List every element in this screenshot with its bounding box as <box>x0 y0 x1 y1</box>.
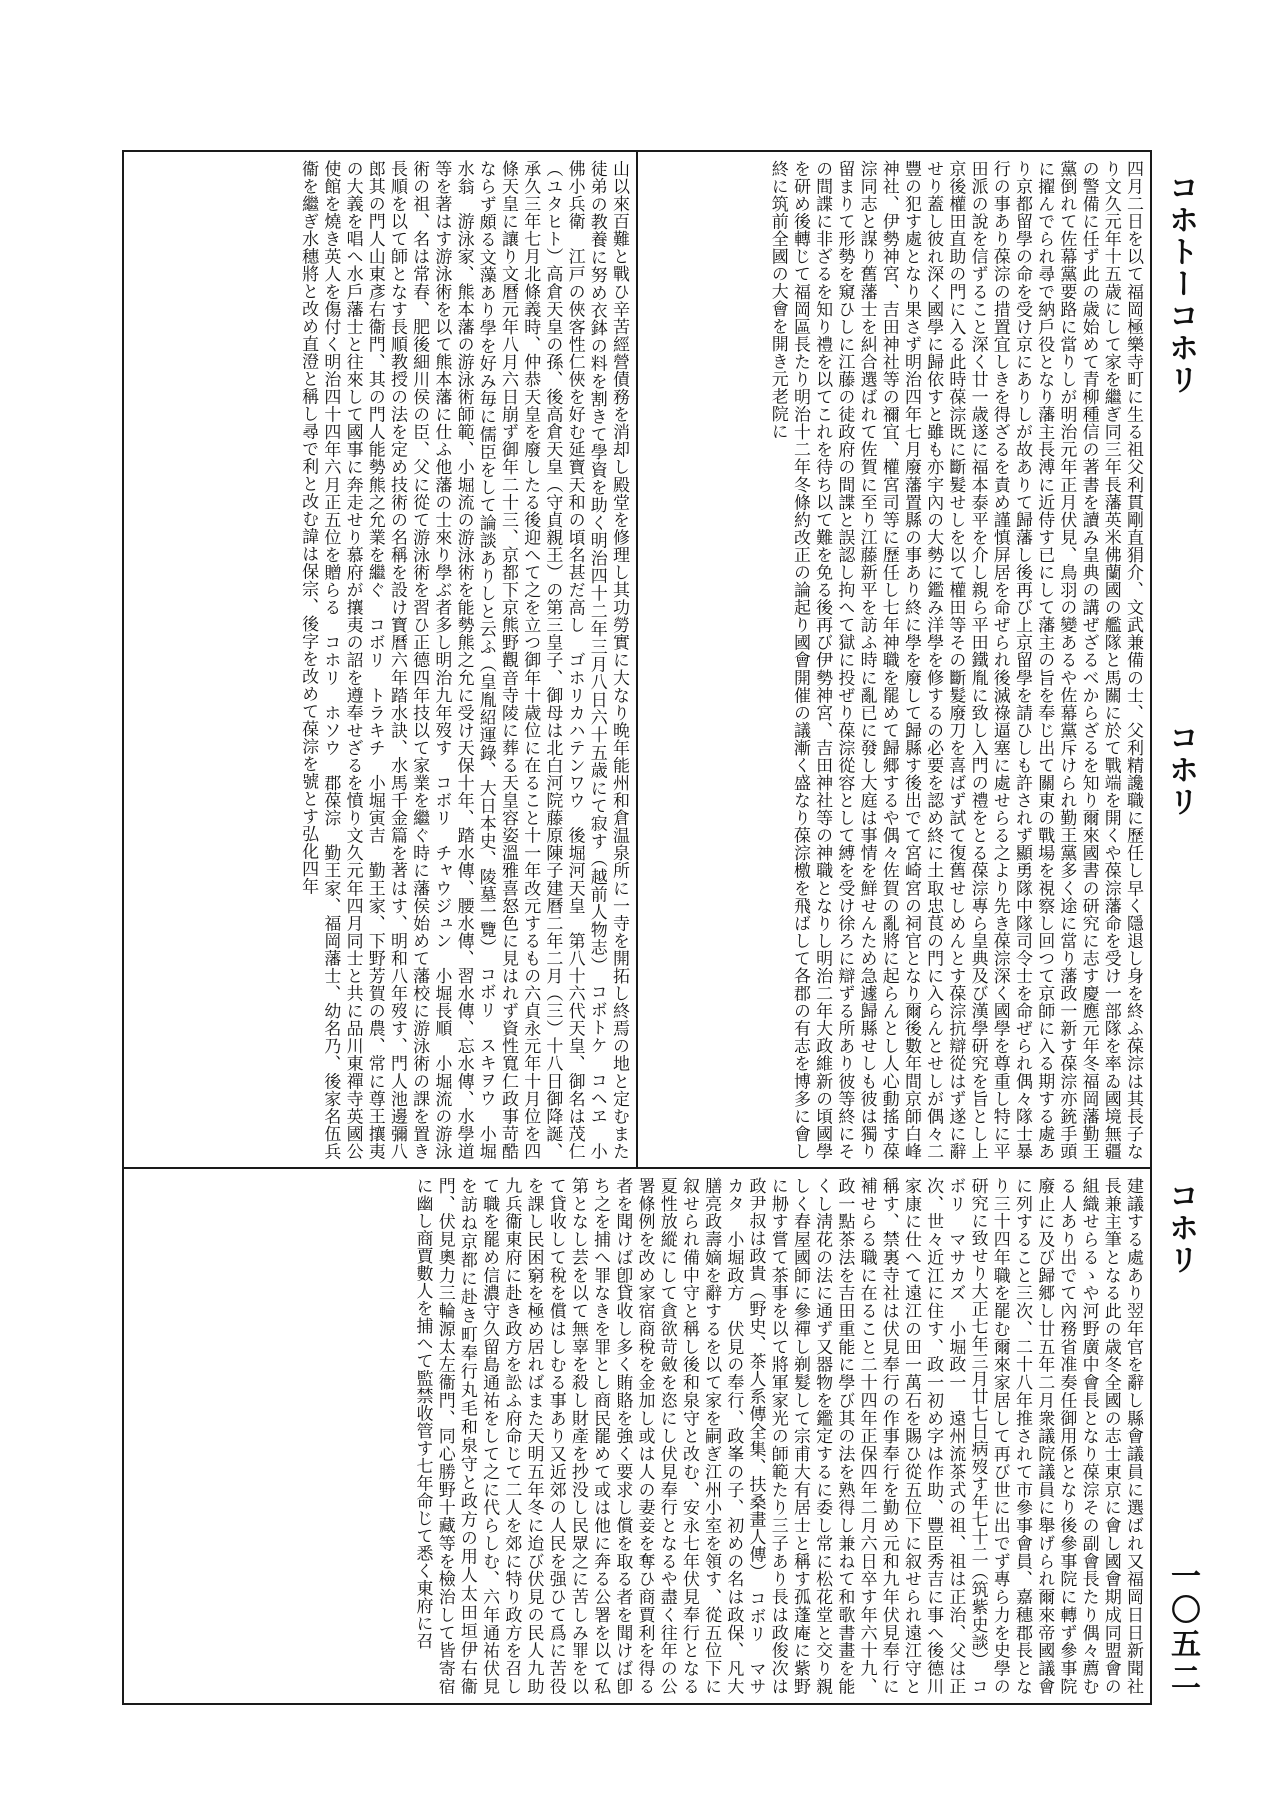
lower-text-block: 建議する處あり翌年官を辭し縣會議員に選ばれ又福岡日日新聞社長兼主筆となる此の歳冬全國の志士東京に會し國會期成同盟會の組織せらるゝや河野廣中會長となり葆淙その副會長たり偶々薦むる人あり出でて內務省准奏任御用係となり後參事院に轉ず參事院廢止に及び歸郷し廿五年二月衆議院議員に舉げられ爾來帝國議會に列すること三次、二十八年推されて市參事會員、嘉穗郡長となり三十四年職を罷む爾來家居して再び世に出でず專ら力を史學の研究に致せり大正七年三月廿七日病歿す年七十二（筑紫史談） コボリ マサカズ 小堀政一 遠州流茶式の祖、祖は正治、父は正次、世々近江に住す、政一初め字は作助、豐臣秀吉に事へ後德川家康に仕へて遠江の田一萬石を賜ひ從五位下に叙せられ遠江守と稱す、禁裏寺社は伏見奉行の作事奉行を勤め元和九年伏見奉行に補せらる職に在ること二十四年正保四年二月六日卒す年六十九、政一點茶法を吉田重能に學び其の法を熟得し兼ねて和歌書畫を能くし淸花の法に通ず又器物を鑑定するに委し常に松花堂と交り親しく春屋國師に參禪し剃髮して宗甫大有居士と稱す孤蓬庵に紫野に刱す嘗て茶事を以て將軍家光の師範たり三子あり長は政俊次は政尹叔は政貴（野史、茶人系傳全集、扶桑畫人傳） コボリ マサカタ 小堀政方 伏見の奉行、政峯の子、初めの名は政保、凡大膳亮政壽嫡を辭するを以て家を嗣ぎ江州小室を領す、從五位下に叙せられ備中守と稱し後和泉守と改む、安永七年伏見奉行となる夏性放縱にして貪欲苛斂を恣にし伏見奉行となるや盡く往年の公署條例を改め家宿商稅を金加し或は人の妻妾を奪ひ商賈利を得る者を聞けば卽貸收し多く賄賂を強く要求し償を取る者を聞けば卽ち之を捕へ罪なきを罪とし商民罷めて或は他に奔る公署を以て私第となし芸を以て無辜を殺し財產を抄没し民眾之に苦しみ罪を以て貸收して稅を償はしむる事あり又近郊の人民を强ひて爲に苦役を課し民困窮を極め居ればまた天明五年冬に迨び伏見の民人九助九兵衞東府に赴き政方を訟ふ府命じて二人を郊に特り政方を召して職を罷め信濃守久留島通祐をして之に代らしむ、六年通祐伏見を訪ね京都に赴き町奉行丸毛和泉守と政方の用人太田垣伊右衞門、伏見奧力三輪源太左衞門、同心勝野十藏等を檢治して皆寄宿に幽し商賈數人を捕へて監禁收管す七年命じて悉く東府に召 <box>412 1177 1143 1695</box>
upper-column-divider <box>636 152 638 1169</box>
running-head-bottom: コホリ <box>1163 1180 1198 1276</box>
running-head-middle: コホリ <box>1163 722 1198 818</box>
upper-right-text-block: 四月二日を以て福岡極樂寺町に生る祖父利貫剛直狷介、文武兼備の士、父利精讒職に歷任し早く隱退し身を終ふ葆淙は其長子なり文久元年十五歳にして家を繼ぎ同三年長藩英米佛蘭國の艦隊と馬關に於て戰端を開くや葆淙藩命を受け一部隊を率ゐ國境無疆の警備に任ず此の歳始めて青柳種信の著書を讀み皇典の講ぜざるべからざるを知り爾來國書の研究に志す慶應元年冬福岡藩勤王黨倒れて佐幕黨要路に當りしが明治元年正月伏見、鳥羽の變あるや佐幕黨斥けられ勤王黨多く途に當り藩政一新す葆淙亦銃手頭に擢んでられ尋で納戶役となり藩主長溥に近侍す已にして藩主の旨を奉じ出て關東の戰場を視察し回つて京師に入る期する處あり京都留學の命を受け京にありしが故ありて歸藩し後再び上京留學を請ひしも許されず顯勇隊中隊司令士を命ぜられ偶々隊士暴行の事あり葆淙の措置宜しきを得ざるを責め謹慎屏居を命ぜられ後滅祿逼塞に處せらる之より先き葆淙深く國學を尊重し特に平田派の說を信ずること深く廿一歳遂に福本泰平を介し親ら平田鐵胤に致し入門の禮をとる葆淙專ら皇典及び漢學研究を旨とし上京後權田直助の門に入る此時葆淙既に斷髮せしを以て權田等その斷髮廢刀を喜ばず試て復舊せしめんとす葆淙抗辯從はず遂に辭せり蓋し彼れ深く國學に歸依すと雖も亦宇內の大勢に鑑み洋學を修するの必要を認め終に土取忠茛の門に入らんとせしが偶々二豐の犯す處となり果さず明治四年七月廢藩置縣の事あり終に學を廢して歸縣す後出でて宮崎宮の祠官となり爾後數年間京師白峰神社、伊勢神宮、吉田神社等の禰宜、權宮司等に歷任し七年神職を罷めて歸郷するや偶々佐賀の亂將に起らんとし人心動搖す葆淙同志と謀り舊藩士を糾合選ばれて佐賀に至り江藤新平を訪ふ時に亂已に發し大庭は事情を鮮せんため急遽歸縣せしも彼は獨り留まりて形勢を窺ひしに江藤の徒政府の間諜と誤認し拘へて獄に投ぜり葆淙從容として縛を受け徐ろに辯ずる所あり彼等終にその間諜に非ざるを知り禮を以てこれを待ち以て難を免る後再び伊勢神宮、吉田神社等の神職となりし明治二年大政維新の頃國學を研め後轉じて福岡區長たり明治十二年冬條約改正の論起り國會開催の議漸く盛なり葆淙檄を飛ばして各郡の有志を博多に會し終に筑前全國の大會を開き元老院に <box>767 160 1143 1160</box>
frame-left-rule <box>122 150 124 1705</box>
horizontal-divider <box>124 1167 1150 1169</box>
frame-bottom-rule <box>122 1703 1152 1705</box>
page-number: 一〇五二 <box>1165 1560 1200 1696</box>
frame-right-rule <box>1150 150 1152 1705</box>
running-head-top: コホトーコホリ <box>1163 172 1198 396</box>
upper-left-text-block: 山以來百難と戰ひ辛苦經營債務を消却し殿堂を修理し其功勞實に大なり晩年能州和倉温泉所に一寺を開拓し終焉の地と定むまた徒弟の教養に努め衣鉢の料を割きて學資を助く明治四十二年三月八日六十五歳にて寂す（越前人物志） コボトケ コヘヱ 小佛小兵衛 江戸の俠客性仁俠を好む延寶天和の頃名甚だ高し ゴホリカハテンワウ 後堀河天皇 第八十六代天皇、御名は茂仁（ユタヒト）高倉天皇の孫、後高倉天皇（守貞親王）の第三皇子、御母は北白河院藤原陳子建曆二年二月（三）十八日御降誕、承久三年七月北條義時、仲恭天皇を廢したる後迎へて之を立つ御年十歳位に在ること十一年改元するもの六貞永元年十月位を四條天皇に讓り文曆元年八月六日崩ず御年二十三、京都下京熊野觀音寺陵に葬る天皇容姿溫雅喜怒色に見はれず資性寬仁政事苛酷ならず頗る文藻あり學を好み毎に儒臣をして論談ありしと云ふ（皇胤紹運錄、大日本史、陵墓一覽） コボリ スキヲウ 小堀水翁 游泳家、熊本藩の游泳術師範、小堀流の游泳術を能勢熊之允に受け天保十年、踏水傳、腰水傳、習水傳、忘水傳、水學道等を著はす游泳術を以て熊本藩に仕ふ他藩の士來り學ぶ者多し明治九年歿す コボリ チャウジュン 小堀長順 小堀流の游泳術の祖、名は常春、肥後細川侯の臣、父に從て游泳術を習ひ正德四年技以て家業を繼ぐ時に藩侯始めて藩校に游泳術の課を置き長順を以て師となす長順教授の法を定め技術の名稱を設け寶曆六年踏水訣、水馬千金篇を著はす、明和八年歿す、門人池邊彌八郎其の門人山東彥右衞門、其の門人能勢熊之允業を繼ぐ コボリ トラキチ 小堀寅吉 勤王家、下野芳賀の農、常に尊王攘夷の大義を唱へ水戶藩士と往來して國事に奔走せり慕府が攘夷の詔を遵奉せざるを憤り文久元年四月同士と共に品川東禪寺英國公使館を燒き英人を傷付く明治四十四年六月正五位を贈らる コホリ ホソウ 郡葆淙 勤王家、福岡藩士、幼名乃、後家名伍兵衞を繼ぎ水穗將と改め直澄と稱し尋で利と改む諱は保宗、後字を改めて葆淙を號とす弘化四年 <box>298 160 629 1160</box>
